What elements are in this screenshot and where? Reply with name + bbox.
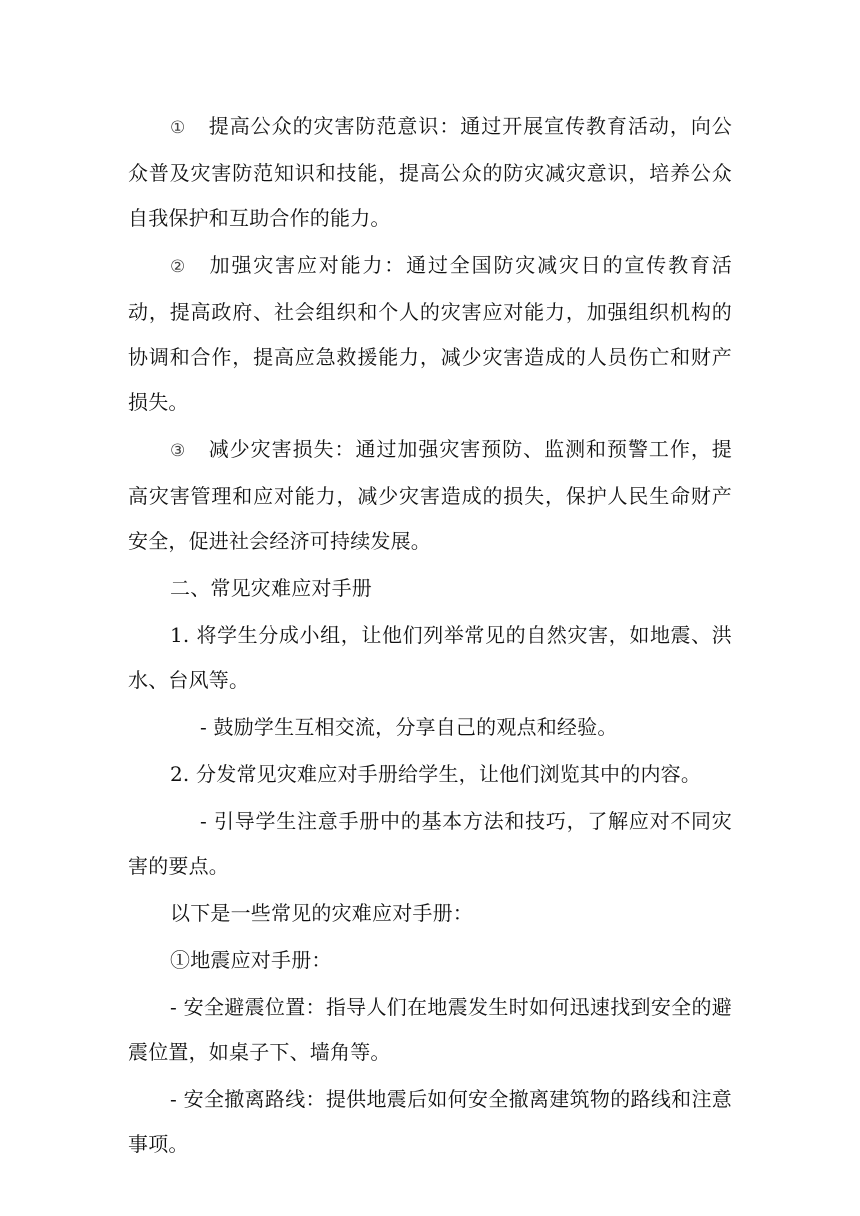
step-1-sub: - 鼓励学生互相交流，分享自己的观点和经验。 bbox=[200, 715, 618, 739]
objective-paragraph-2 bbox=[128, 243, 732, 425]
objective-paragraph-1 bbox=[128, 104, 732, 241]
circled-number-1: ① bbox=[170, 118, 186, 138]
step-2: 2. 分发常见灾难应对手册给学生，让他们浏览其中的内容。 bbox=[170, 762, 702, 786]
circled-number-3: ③ bbox=[170, 441, 186, 461]
objective-paragraph-3 bbox=[128, 427, 732, 564]
earthquake-item-2: - 安全撤离路线：提供地震后如何安全撤离建筑物的路线和注意事项。 bbox=[128, 1087, 732, 1156]
step-1: 1. 将学生分成小组，让他们列举常见的自然灾害，如地震、洪水、台风等。 bbox=[128, 623, 732, 692]
objective-text-3: 减少灾害损失：通过加强灾害预防、监测和预警工作，提高灾害管理和应对能力，减少灾害造成的损失，保护人民生命财产安全，促进社会经济可持续发展。 bbox=[128, 437, 732, 553]
document-body bbox=[128, 104, 732, 1169]
earthquake-item-1: - 安全避震位置：指导人们在地震发生时如何迅速找到安全的避震位置，如桌子下、墙角等。 bbox=[128, 995, 732, 1064]
circled-number-2: ② bbox=[170, 257, 186, 277]
step-2-sub: - 引导学生注意手册中的基本方法和技巧，了解应对不同灾害的要点。 bbox=[128, 809, 732, 878]
objective-text-1: 提高公众的灾害防范意识：通过开展宣传教育活动，向公众普及灾害防范知识和技能，提高公众的防灾减灾意识，培养公众自我保护和互助合作的能力。 bbox=[128, 114, 732, 230]
section-heading: 二、常见灾难应对手册 bbox=[170, 576, 372, 600]
intro-line: 以下是一些常见的灾难应对手册： bbox=[170, 901, 473, 925]
earthquake-title: ①地震应对手册： bbox=[170, 948, 332, 972]
objective-text-2: 加强灾害应对能力：通过全国防灾减灾日的宣传教育活动，提高政府、社会组织和个人的灾害应对能力，加强组织机构的协调和合作，提高应急救援能力，减少灾害造成的人员伤亡和财产损失。 bbox=[128, 253, 732, 414]
